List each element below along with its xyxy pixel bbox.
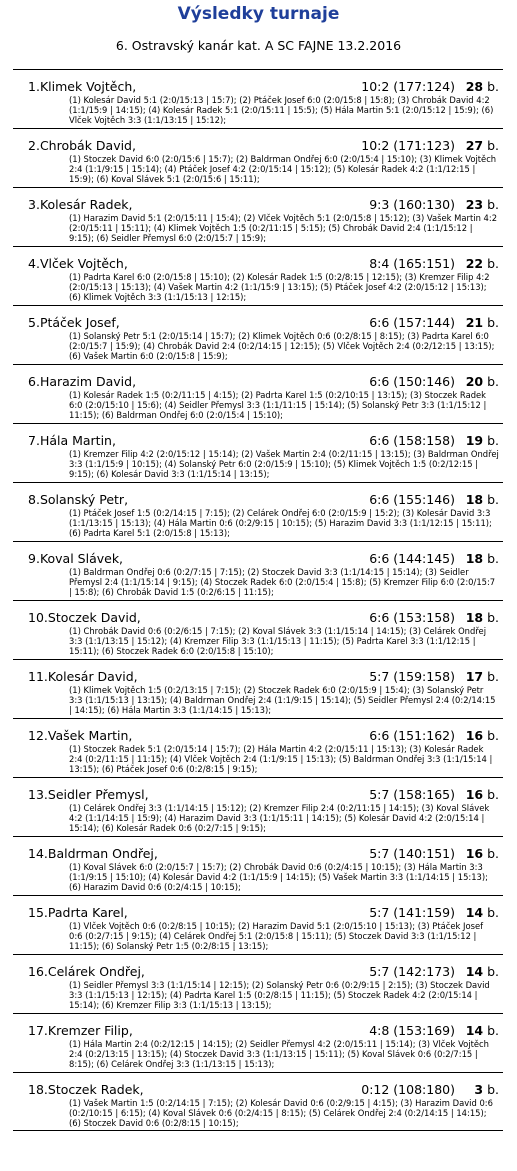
points-value: 17 [465, 669, 484, 684]
result-entry [13, 187, 503, 246]
points-value: 16 [465, 728, 484, 743]
score: 6:6 (158:158) [369, 433, 455, 448]
result-entry [13, 246, 503, 305]
score: 8:4 (165:151) [369, 256, 455, 271]
player-name [28, 1023, 133, 1039]
result-entry [13, 305, 503, 364]
points-unit: b. [487, 433, 499, 448]
rank: 5. [28, 315, 40, 330]
points-value: 27 [465, 138, 484, 153]
points-unit: b. [487, 728, 499, 743]
points [466, 728, 499, 744]
player-name [28, 433, 116, 449]
result-header [28, 610, 499, 626]
points-value: 22 [465, 256, 484, 271]
score: 10:2 (171:123) [361, 138, 455, 153]
rank: 4. [28, 256, 40, 271]
points [466, 492, 499, 508]
game-results: (1) Chrobák David 0:6 (0:2/6:15 | 7:15); (2) Koval Slávek 3:3 (1:1/15:14 | 14:15); (3) Celárek Ondřej 3:3 (1:1/13:15 | 15:12); (4) Kremzer Filip 3:3 (1:1/15:13 | 11:15); (5) Padrta Karel 3:3 (1:1/12:15 | 15:11); (6) Stoczek Radek 6:0 (2:0/15:8 | 15:10); [69, 626, 487, 657]
points-value: 14 [465, 1023, 484, 1038]
player-name [28, 787, 149, 803]
score: 5:7 (141:159) [369, 905, 455, 920]
points-value: 3 [474, 1082, 484, 1097]
points-value: 18 [465, 492, 484, 507]
rank: 14. [28, 846, 48, 861]
result-header [28, 315, 499, 331]
rank: 10. [28, 610, 48, 625]
result-header [28, 138, 499, 154]
points-value: 16 [465, 846, 484, 861]
result-header [28, 964, 499, 980]
points [466, 374, 499, 390]
game-results: (1) Ptáček Josef 1:5 (0:2/14:15 | 7:15); (2) Celárek Ondřej 6:0 (2:0/15:9 | 15:2); (3) Kolesár David 3:3 (1:1/13:15 | 15:13); (4) Hála Martin 0:6 (0:2/9:15 | 10:15); (5) Harazim David 3:3 (1:1/12:15 | 15:11); (6) Padrta Karel 5:1 (2:0/15:8 | 15:13); [69, 508, 492, 539]
result-entry [13, 1072, 503, 1131]
result-header [28, 1023, 499, 1039]
player-name [28, 905, 128, 921]
player-name [28, 138, 136, 154]
rank: 15. [28, 905, 48, 920]
result-header [28, 256, 499, 272]
score: 6:6 (155:146) [369, 492, 455, 507]
player-name [28, 315, 120, 331]
player-name [28, 197, 133, 213]
rank: 9. [28, 551, 40, 566]
player-name-text: Ptáček Josef, [39, 315, 120, 330]
points-unit: b. [487, 669, 499, 684]
score: 5:7 (140:151) [369, 846, 455, 861]
result-entry [13, 364, 503, 423]
game-results: (1) Vlček Vojtěch 0:6 (0:2/8:15 | 10:15); (2) Harazim David 5:1 (2:0/15:10 | 15:13); (3) Ptáček Josef 0:6 (0:2/7:15 | 9:15); (4) Celárek Ondřej 5:1 (2:0/15:8 | 15:11); (5) Stoczek David 3:3 (1:1/15:12 | 11:15); (6) Solanský Petr 1:5 (0:2/8:15 | 13:15); [69, 921, 484, 952]
points-value: 19 [465, 433, 484, 448]
rank: 18. [28, 1082, 48, 1097]
player-name [28, 256, 128, 272]
result-header [28, 846, 499, 862]
points-unit: b. [487, 256, 499, 271]
points-value: 16 [465, 787, 484, 802]
result-header [28, 433, 499, 449]
player-name-text: Hála Martin, [39, 433, 116, 448]
game-results: (1) Kolesár Radek 1:5 (0:2/11:15 | 4:15); (2) Padrta Karel 1:5 (0:2/10:15 | 13:15); (3) Stoczek Radek 6:0 (2:0/15:10 | 15:6); (4) Seidler Přemysl 3:3 (1:1/11:15 | 15:14); (5) Solanský Petr 3:3 (1:1/15:12 | 11:15); (6) Baldrman Ondřej 6:0 (2:0/15:4 | 15:10); [69, 390, 487, 421]
rank: 13. [28, 787, 48, 802]
player-name-text: Klimek Vojtěch, [39, 79, 137, 94]
points [466, 197, 499, 213]
rank: 1. [28, 79, 40, 94]
player-name [28, 728, 132, 744]
result-header [28, 728, 499, 744]
points-value: 14 [465, 964, 484, 979]
page-title: Výsledky turnaje [177, 4, 340, 24]
player-name-text: Stoczek Radek, [47, 1082, 144, 1097]
points [466, 610, 499, 626]
result-header [28, 492, 499, 508]
rank: 2. [28, 138, 40, 153]
player-name-text: Solanský Petr, [39, 492, 129, 507]
score: 6:6 (150:146) [369, 374, 455, 389]
player-name-text: Koval Slávek, [39, 551, 124, 566]
game-results: (1) Hála Martin 2:4 (0:2/12:15 | 14:15); (2) Seidler Přemysl 4:2 (2:0/15:11 | 15:14); (3) Vlček Vojtěch 2:4 (0:2/13:15 | 13:15); (4) Stoczek David 3:3 (1:1/13:15 | 15:11); (5) Koval Slávek 0:6 (0:2/7:15 | 8:15); (6) Celárek Ondřej 3:3 (1:1/13:15 | 15:13); [69, 1039, 489, 1070]
result-entry [13, 954, 503, 1013]
game-results: (1) Klimek Vojtěch 1:5 (0:2/13:15 | 7:15); (2) Stoczek Radek 6:0 (2:0/15:9 | 15:4); (3) Solanský Petr 3:3 (1:1/15:13 | 13:15); (4) Baldrman Ondřej 2:4 (1:1/9:15 | 15:14); (5) Seidler Přemysl 2:4 (0:2/14:15 | 14:15); (6) Hála Martin 3:3 (1:1/14:15 | 15:13); [69, 685, 496, 716]
points-value: 21 [465, 315, 484, 330]
points-value: 18 [465, 551, 484, 566]
result-header [28, 787, 499, 803]
game-results: (1) Vašek Martin 1:5 (0:2/14:15 | 7:15); (2) Kolesár David 0:6 (0:2/9:15 | 4:15); (3) Harazim David 0:6 (0:2/10:15 | 6:15); (4) Koval Slávek 0:6 (0:2/4:15 | 8:15); (5) Celárek Ondřej 2:4 (0:2/14:15 | 14:15); (6) Stoczek David 0:6 (0:2/8:15 | 10:15); [69, 1098, 493, 1129]
points-value: 23 [465, 197, 484, 212]
points-unit: b. [487, 610, 499, 625]
score: 6:6 (144:145) [369, 551, 455, 566]
player-name-text: Seidler Přemysl, [47, 787, 149, 802]
points-value: 20 [465, 374, 484, 389]
player-name [28, 551, 123, 567]
player-name [28, 964, 145, 980]
points [466, 433, 499, 449]
player-name-text: Padrta Karel, [47, 905, 128, 920]
score: 6:6 (153:158) [369, 610, 455, 625]
result-entry [13, 895, 503, 954]
game-results: (1) Kremzer Filip 4:2 (2:0/15:12 | 15:14); (2) Vašek Martin 2:4 (0:2/11:15 | 13:15); (3) Baldrman Ondřej 3:3 (1:1/15:9 | 10:15); (4) Solanský Petr 6:0 (2:0/15:9 | 15:10); (5) Klimek Vojtěch 1:5 (0:2/12:15 | 9:15); (6) Kolesár David 3:3 (1:1/15:14 | 13:15); [69, 449, 499, 480]
points-unit: b. [487, 1082, 499, 1097]
points [466, 551, 499, 567]
results-list [13, 69, 503, 1131]
result-header [28, 669, 499, 685]
result-entry [13, 659, 503, 718]
points-value: 14 [465, 905, 484, 920]
result-entry [13, 541, 503, 600]
points [466, 905, 499, 921]
points-unit: b. [487, 79, 499, 94]
player-name-text: Baldrman Ondřej, [47, 846, 158, 861]
rank: 16. [28, 964, 48, 979]
player-name-text: Kolesár David, [47, 669, 138, 684]
result-header [28, 197, 499, 213]
player-name-text: Vlček Vojtěch, [39, 256, 128, 271]
result-entry [13, 777, 503, 836]
score: 4:8 (153:169) [369, 1023, 455, 1038]
player-name-text: Kolesár Radek, [39, 197, 133, 212]
points-unit: b. [487, 374, 499, 389]
points [474, 1082, 499, 1098]
result-entry [13, 600, 503, 659]
result-entry [13, 128, 503, 187]
rank: 8. [28, 492, 40, 507]
player-name [28, 492, 128, 508]
result-entry [13, 1013, 503, 1072]
points-unit: b. [487, 1023, 499, 1038]
score: 5:7 (158:165) [369, 787, 455, 802]
game-results: (1) Koval Slávek 6:0 (2:0/15:7 | 15:7); (2) Chrobák David 0:6 (0:2/4:15 | 10:15); (3) Hála Martin 3:3 (1:1/9:15 | 15:10); (4) Kolesár David 4:2 (1:1/15:9 | 14:15); (5) Vašek Martin 3:3 (1:1/14:15 | 15:13); (6) Harazim David 0:6 (0:2/4:15 | 10:15); [69, 862, 488, 893]
game-results: (1) Stoczek David 6:0 (2:0/15:6 | 15:7); (2) Baldrman Ondřej 6:0 (2:0/15:4 | 15:10); (3) Klimek Vojtěch 2:4 (1:1/9:15 | 15:14); (4) Ptáček Josef 4:2 (2:0/15:14 | 15:12); (5) Kolesár Radek 4:2 (1:1/12:15 | 15:9); (6) Koval Slávek 5:1 (2:0/15:6 | 15:11); [69, 154, 497, 185]
points-unit: b. [487, 197, 499, 212]
player-name [28, 610, 141, 626]
points-unit: b. [487, 551, 499, 566]
result-header [28, 374, 499, 390]
game-results: (1) Stoczek Radek 5:1 (2:0/15:14 | 15:7); (2) Hála Martin 4:2 (2:0/15:11 | 15:13); (3) Kolesár Radek 2:4 (0:2/11:15 | 11:15); (4) Vlček Vojtěch 2:4 (1:1/9:15 | 15:13); (5) Baldrman Ondřej 3:3 (1:1/15:14 | 13:15); (6) Ptáček Josef 0:6 (0:2/8:15 | 9:15); [69, 744, 493, 775]
player-name [28, 1082, 144, 1098]
result-entry [13, 423, 503, 482]
result-header [28, 79, 499, 95]
points [466, 79, 499, 95]
points [466, 964, 499, 980]
points-unit: b. [487, 138, 499, 153]
points-value: 18 [465, 610, 484, 625]
tournament-subtitle: 6. Ostravský kanár kat. A SC FAJNE 13.2.2016 [115, 38, 402, 53]
rank: 11. [28, 669, 48, 684]
result-header [28, 905, 499, 921]
game-results: (1) Harazim David 5:1 (2:0/15:11 | 15:4); (2) Vlček Vojtěch 5:1 (2:0/15:8 | 15:12); (3) Vašek Martin 4:2 (2:0/15:11 | 15:11); (4) Klimek Vojtěch 1:5 (0:2/11:15 | 5:15); (5) Chrobák David 2:4 (1:1/15:12 | 9:15); (6) Seidler Přemysl 6:0 (2:0/15:7 | 15:9); [69, 213, 498, 244]
rank: 12. [28, 728, 48, 743]
game-results: (1) Celárek Ondřej 3:3 (1:1/14:15 | 15:12); (2) Kremzer Filip 2:4 (0:2/11:15 | 14:15); (3) Koval Slávek 4:2 (1:1/14:15 | 15:9); (4) Harazim David 3:3 (1:1/15:11 | 14:15); (5) Kolesár David 4:2 (2:0/15:14 | 15:14); (6) Kolesár Radek 0:6 (0:2/7:15 | 9:15); [69, 803, 490, 834]
score: 5:7 (159:158) [369, 669, 455, 684]
player-name-text: Stoczek David, [47, 610, 141, 625]
player-name [28, 374, 136, 390]
player-name-text: Chrobák David, [39, 138, 136, 153]
player-name [28, 669, 138, 685]
rank: 17. [28, 1023, 48, 1038]
points [466, 669, 499, 685]
points [466, 315, 499, 331]
points-unit: b. [487, 905, 499, 920]
result-entry [13, 482, 503, 541]
points [466, 256, 499, 272]
player-name-text: Celárek Ondřej, [47, 964, 145, 979]
rank: 7. [28, 433, 40, 448]
player-name-text: Harazim David, [39, 374, 137, 389]
game-results: (1) Baldrman Ondřej 0:6 (0:2/7:15 | 7:15); (2) Stoczek David 3:3 (1:1/14:15 | 15:14); (3) Seidler Přemysl 2:4 (1:1/15:14 | 9:15); (4) Stoczek Radek 6:0 (2:0/15:4 | 15:8); (5) Kremzer Filip 6:0 (2:0/15:7 | 15:8); (6) Chrobák David 1:5 (0:2/6:15 | 11:15); [69, 567, 496, 598]
player-name [28, 79, 136, 95]
game-results: (1) Seidler Přemysl 3:3 (1:1/15:14 | 12:15); (2) Solanský Petr 0:6 (0:2/9:15 | 2:15); (3) Stoczek David 3:3 (1:1/15:13 | 12:15); (4) Padrta Karel 1:5 (0:2/8:15 | 11:15); (5) Stoczek Radek 4:2 (2:0/15:14 | 15:14); (6) Kremzer Filip 3:3 (1:1/15:13 | 13:15); [69, 980, 490, 1011]
result-header [28, 1082, 499, 1098]
points [466, 846, 499, 862]
points [466, 787, 499, 803]
points-unit: b. [487, 492, 499, 507]
points-unit: b. [487, 315, 499, 330]
points-unit: b. [487, 964, 499, 979]
score: 9:3 (160:130) [369, 197, 455, 212]
game-results: (1) Padrta Karel 6:0 (2:0/15:8 | 15:10); (2) Kolesár Radek 1:5 (0:2/8:15 | 12:15); (3) Kremzer Filip 4:2 (2:0/15:13 | 15:13); (4) Vašek Martin 4:2 (1:1/15:9 | 13:15); (5) Ptáček Josef 4:2 (2:0/15:12 | 15:13); (6) Klimek Vojtěch 3:3 (1:1/15:13 | 12:15); [69, 272, 490, 303]
points-value: 28 [465, 79, 484, 94]
score: 10:2 (177:124) [361, 79, 455, 94]
score: 6:6 (151:162) [369, 728, 455, 743]
player-name-text: Vašek Martin, [47, 728, 133, 743]
points [466, 138, 499, 154]
points [466, 1023, 499, 1039]
score: 0:12 (108:180) [361, 1082, 455, 1097]
player-name-text: Kremzer Filip, [47, 1023, 133, 1038]
player-name [28, 846, 158, 862]
rank: 6. [28, 374, 40, 389]
result-entry [13, 718, 503, 777]
score: 6:6 (157:144) [369, 315, 455, 330]
score: 5:7 (142:173) [369, 964, 455, 979]
points-unit: b. [487, 787, 499, 802]
game-results: (1) Kolesár David 5:1 (2:0/15:13 | 15:7); (2) Ptáček Josef 6:0 (2:0/15:8 | 15:8); (3) Chrobák David 4:2 (1:1/15:9 | 14:15); (4) Kolesár Radek 5:1 (2:0/15:11 | 15:5); (5) Hála Martin 5:1 (2:0/15:12 | 15:9); (6) Vlček Vojtěch 3:3 (1:1/13:15 | 15:12); [69, 95, 494, 126]
result-header [28, 551, 499, 567]
game-results: (1) Solanský Petr 5:1 (2:0/15:14 | 15:7); (2) Klimek Vojtěch 0:6 (0:2/8:15 | 8:15); (3) Padrta Karel 6:0 (2:0/15:7 | 15:9); (4) Chrobák David 2:4 (0:2/14:15 | 12:15); (5) Vlček Vojtěch 2:4 (0:2/12:15 | 13:15); (6) Vašek Martin 6:0 (2:0/15:8 | 15:9); [69, 331, 495, 362]
rank: 3. [28, 197, 40, 212]
result-entry [13, 836, 503, 895]
points-unit: b. [487, 846, 499, 861]
result-entry [13, 69, 503, 128]
